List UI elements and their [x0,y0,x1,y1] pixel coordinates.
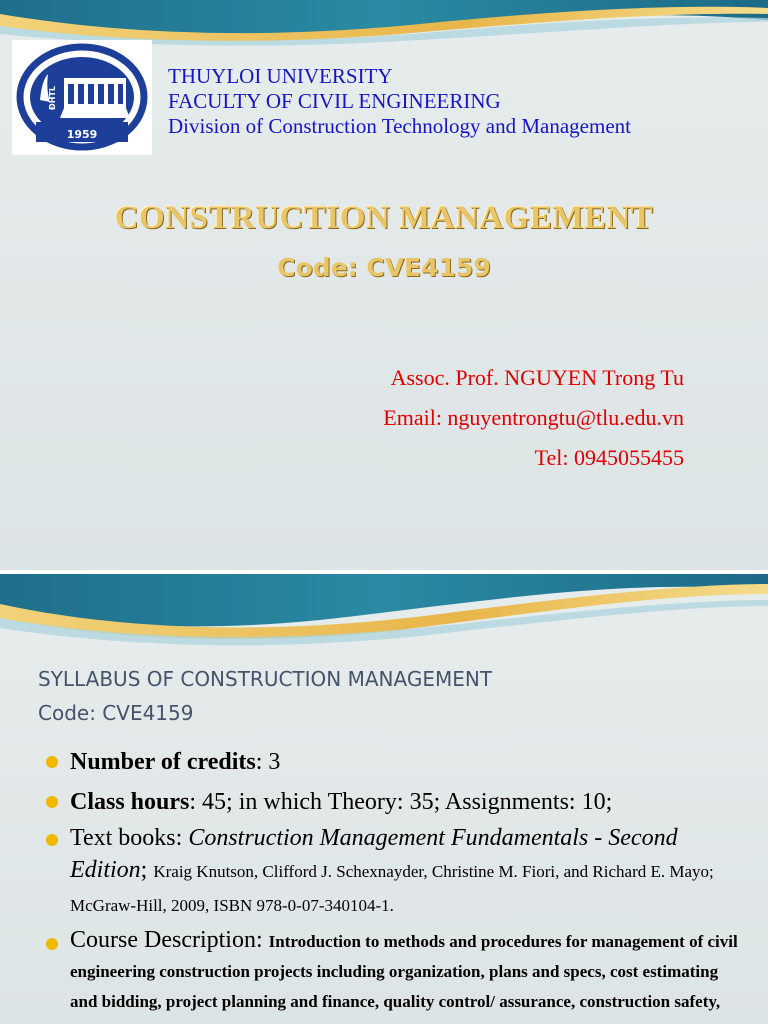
contact-block [383,358,684,478]
syllabus-heading [38,662,492,730]
university-name: THUYLOI UNIVERSITY [168,64,393,88]
list-item-description [38,926,748,1016]
list-item-credits [38,742,748,782]
bullet-icon [46,756,58,768]
description-text: Introduction to methods and procedures for management of civil engineering construction projects including organization, plans and specs, cost estimating and bidding, project planning and finance, quality control/ assurance, construction safety, [70,932,738,1011]
textbooks-label: Text books: [70,825,189,851]
author-tel: Tel: 0945055455 [534,445,684,470]
textbooks-title: Construction Management Fundamentals - Second Edition [70,825,678,883]
syllabus-code: Code: CVE4159 [38,701,194,725]
textbooks-sep: ; [140,857,154,883]
hours-value: : 45; in which Theory: 35; Assignments: 10; [189,789,613,815]
list-item-hours [38,782,748,822]
syllabus-bullet-list [38,742,748,1016]
list-item-textbooks [38,822,748,922]
description-label: Course Description: [70,927,269,953]
course-title: CONSTRUCTION MANAGEMENT [114,200,654,236]
institution-block [168,64,631,139]
division-name: Division of Construction Technology and Management [168,114,631,138]
author-email: Email: nguyentrongtu@tlu.edu.vn [383,405,684,430]
university-logo [12,40,152,155]
textbooks-publisher: ; McGraw-Hill, 2009, ISBN 978-0-07-340104-1. [70,862,714,915]
hours-label: Class hours [70,789,190,815]
course-code: Code: CVE4159 [277,253,491,282]
svg-text:1959: 1959 [66,128,98,141]
svg-text:ĐHTL: ĐHTL [48,86,57,110]
wave-header-decoration [0,574,768,649]
logo-emblem-icon [12,40,152,155]
author-name: Assoc. Prof. NGUYEN Trong Tu [390,365,684,390]
syllabus-title: SYLLABUS OF CONSTRUCTION MANAGEMENT [38,667,493,691]
syllabus-slide [0,574,768,1024]
credits-value: : 3 [255,749,281,775]
bullet-icon [46,796,58,808]
faculty-name: FACULTY OF CIVIL ENGINEERING [168,89,501,113]
bullet-icon [46,834,58,846]
textbooks-authors: Kraig Knutson, Clifford J. Schexnayder, Christine M. Fiori, and Richard E. Mayo [153,862,710,881]
credits-label: Number of credits [70,749,256,775]
bullet-icon [46,938,58,950]
